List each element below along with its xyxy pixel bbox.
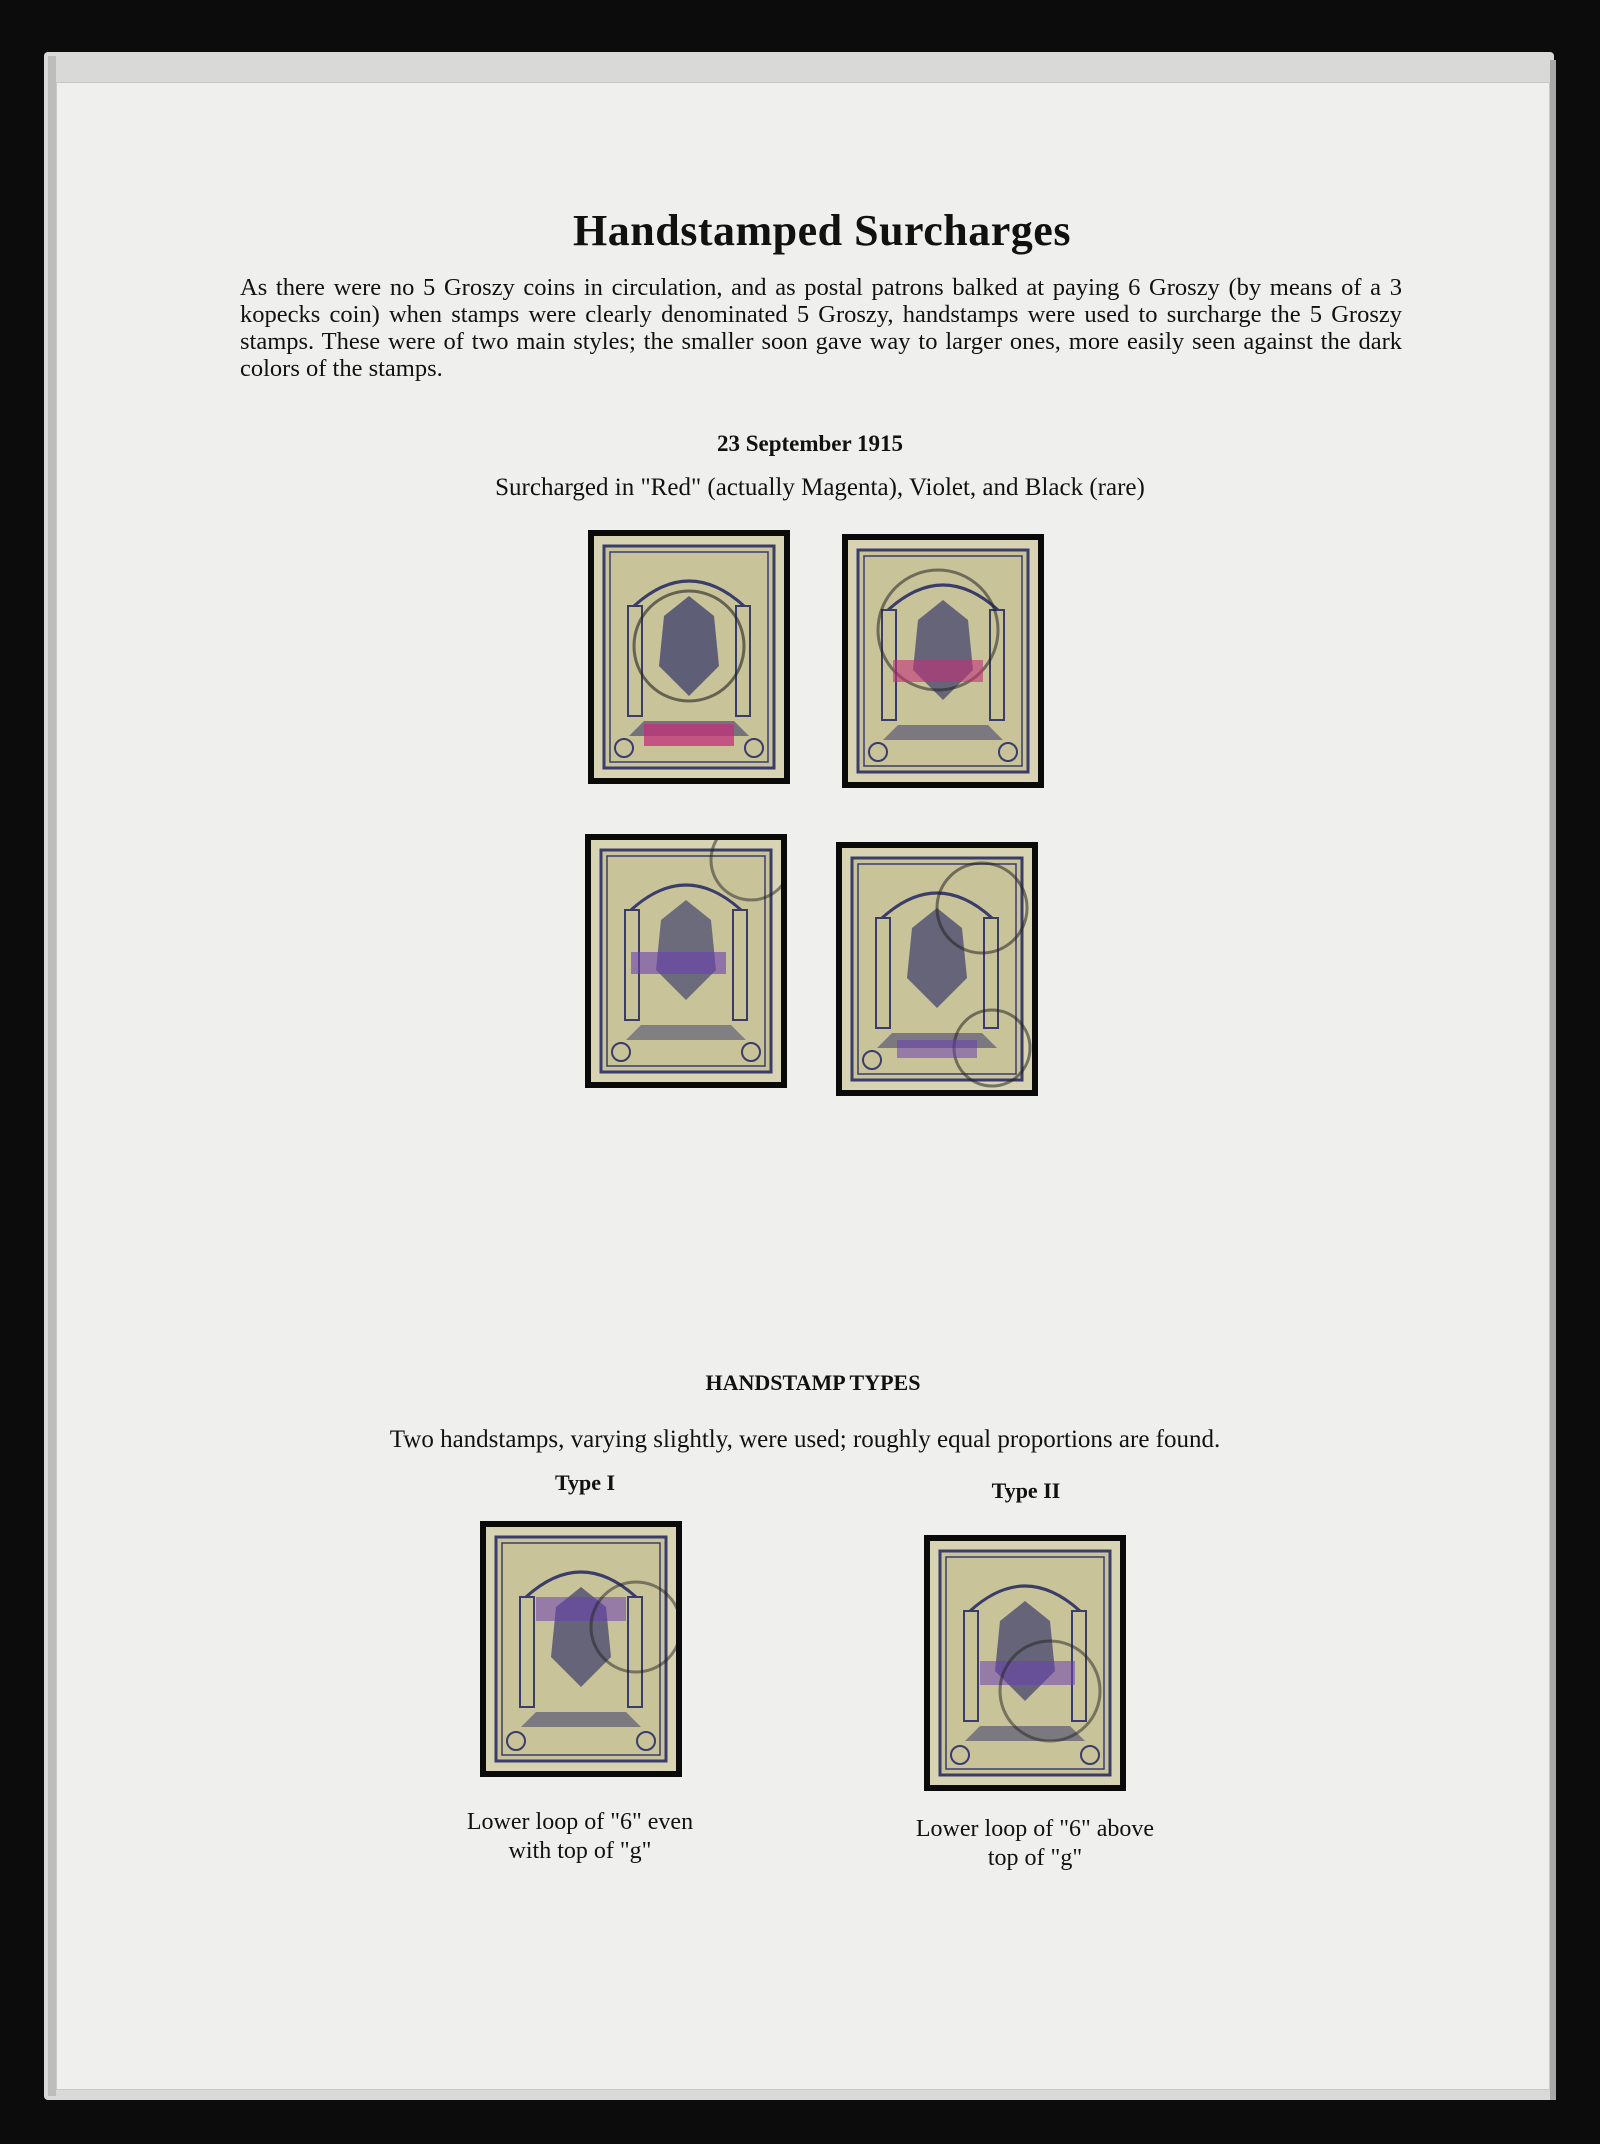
- stamp-image: [930, 1541, 1120, 1785]
- stamp-violet-surcharge-2: [836, 842, 1038, 1096]
- type-i-caption: [430, 1808, 730, 1866]
- section-date: 23 September 1915: [716, 431, 904, 456]
- stamp-image: [842, 848, 1032, 1090]
- stamp-image: [594, 536, 784, 778]
- handstamp-types-heading: HANDSTAMP TYPES: [705, 1370, 921, 1395]
- stamp-type-ii: [924, 1535, 1126, 1791]
- handstamp-types-subtitle: Two handstamps, varying slightly, were used; roughly equal proportions are found.: [389, 1426, 1221, 1453]
- stamp-magenta-surcharge-2: [842, 534, 1044, 788]
- type-i-label: Type I: [554, 1470, 616, 1495]
- type-i-caption-line2: with top of "g": [508, 1838, 652, 1864]
- stamp-image: [486, 1527, 676, 1771]
- album-page: [56, 82, 1550, 2090]
- page-shadow: [1550, 60, 1556, 2100]
- type-ii-caption-line1: Lower loop of "6" above: [915, 1816, 1155, 1842]
- type-ii-caption: [870, 1815, 1200, 1873]
- stamp-violet-surcharge-1: [585, 834, 787, 1088]
- stamp-type-i: [480, 1521, 682, 1777]
- stamp-image: [591, 840, 781, 1082]
- stamp-image: [848, 540, 1038, 782]
- intro-paragraph: As there were no 5 Groszy coins in circulation, and as postal patrons balked at paying 6 Groszy (by means of a 3 kopecks coin) when stamps were clearly denominated 5 Groszy, handstamps were used to surcharge the 5 Groszy stamps. These were of two main styles; the smaller soon gave way to larger ones, more easily seen against the dark colors of the stamps.: [240, 274, 1402, 382]
- stamp-magenta-surcharge-1: [588, 530, 790, 784]
- type-ii-caption-line2: top of "g": [987, 1845, 1083, 1871]
- sleeve-edge: [48, 56, 56, 2096]
- type-ii-label: Type II: [991, 1478, 1061, 1503]
- type-i-caption-line1: Lower loop of "6" even: [466, 1809, 694, 1835]
- section-subtitle: Surcharged in "Red" (actually Magenta), Violet, and Black (rare): [495, 474, 1145, 501]
- page-title: Handstamped Surcharges: [573, 206, 1071, 255]
